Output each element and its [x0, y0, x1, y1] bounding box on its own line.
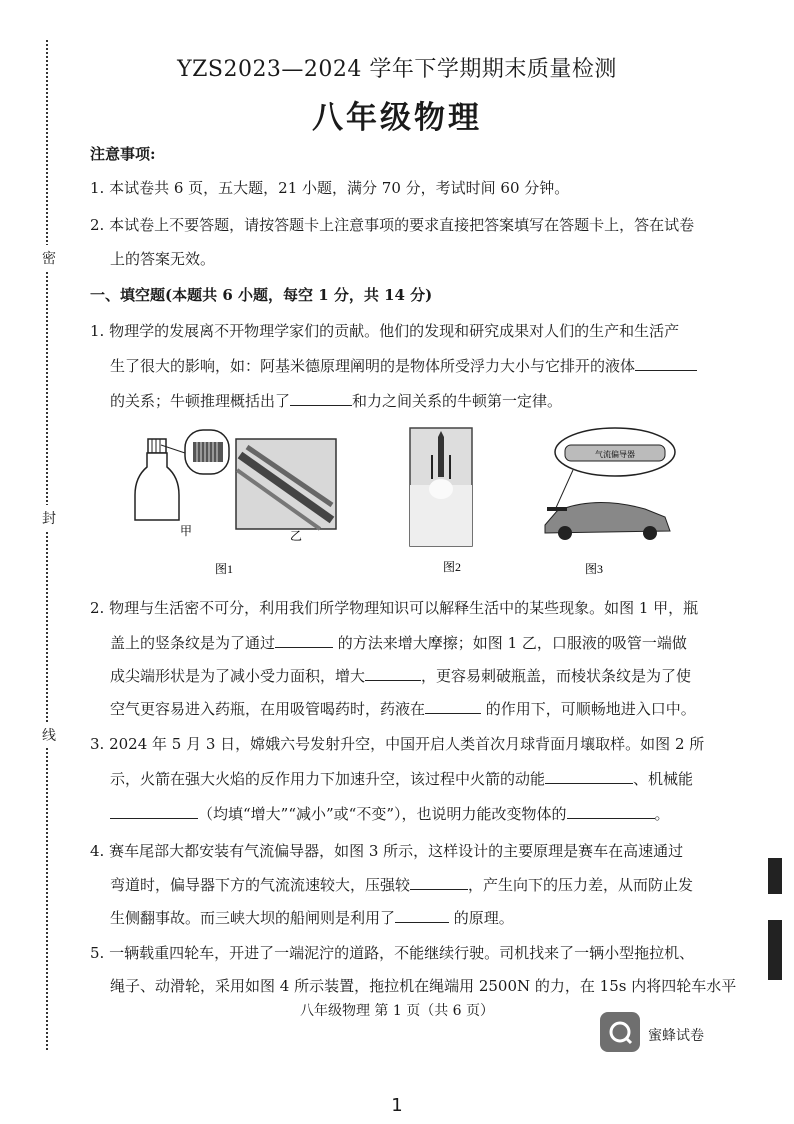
q1-line2-text: 生了很大的影响，如：阿基米德原理阐明的是物体所受浮力大小与它排开的液体 [110, 357, 636, 375]
watermark-text: 蜜蜂试卷 [648, 1028, 704, 1044]
page-number: 1 [391, 1095, 403, 1116]
notes-item-2a: 2. 本试卷上不要答题，请按答题卡上注意事项的要求直接把答案填写在答题卡上，答在试卷 [90, 216, 695, 234]
q2-line2a-text: 盖上的竖条纹是为了通过 [110, 634, 276, 652]
fig3-part-label: 气流偏导器 [595, 450, 635, 459]
rocket-launch-illustration [410, 428, 472, 546]
q1-line3 [110, 390, 562, 411]
watermark-logo-icon [600, 1012, 640, 1052]
q3-line3a-text: （均填“增大”“减小”或“不变”），也说明力能改变物体的 [198, 805, 567, 823]
answer-blank [567, 804, 655, 819]
notes-item-1: 1. 本试卷共 6 页，五大题，21 小题，满分 70 分，考试时间 60 分钟。 [90, 179, 570, 197]
q4-line2a-text: 弯道时，偏导器下方的气流流速较大，压强较 [110, 876, 411, 894]
q3-line3b-text: 。 [654, 805, 670, 823]
scan-mark [768, 920, 782, 980]
race-car-illustration [545, 428, 675, 540]
notes-item-2b: 上的答案无效。 [110, 250, 216, 268]
answer-blank [635, 356, 697, 371]
answer-blank [110, 804, 198, 819]
q4-line1: 4. 赛车尾部大都安装有气流偏导器，如图 3 所示，这样设计的主要原理是赛车在高速通过 [90, 842, 684, 860]
notes-heading: 注意事项: [90, 145, 156, 163]
q3-line1: 3. 2024 年 5 月 3 日，嫦娥六号发射升空，中国开启人类首次月球背面月壤取样。如图 2 所 [90, 735, 705, 753]
q3-line3 [110, 803, 670, 824]
q3-line2b-text: 、机械能 [633, 770, 694, 788]
side-char-mi: 密 [40, 245, 58, 271]
q2-line2 [110, 632, 687, 653]
answer-blank [290, 391, 352, 406]
q2-line4b-text: 的作用下，可顺畅地进入口中。 [485, 700, 696, 718]
fig3-caption: 图3 [585, 562, 604, 576]
q1-line3a-text: 的关系；牛顿推理概括出了 [110, 392, 291, 410]
q4-line2b-text: ，产生向下的压力差，从而防止发 [468, 876, 694, 894]
q2-line3b-text: ，更容易刺破瓶盖，而棱状条纹是为了使 [421, 667, 692, 685]
page-footer: 八年级物理 第 1 页（共 6 页） [299, 1003, 495, 1019]
fig1-caption: 图1 [215, 562, 234, 576]
q2-line4 [110, 698, 696, 719]
q2-line1: 2. 物理与生活密不可分，利用我们所学物理知识可以解释生活中的某些现象。如图 1 甲，瓶 [90, 599, 699, 617]
answer-blank [425, 699, 481, 714]
binding-line [46, 40, 48, 1050]
q2-line3-text: 成尖端形状是为了减小受力面积，增大 [110, 667, 366, 685]
bottle-illustration [135, 430, 229, 520]
q2-line4a-text: 空气更容易进入药瓶，在用吸管喝药时，药液在 [110, 700, 426, 718]
q2-line2b-text: 的方法来增大摩擦；如图 1 乙，口服液的吸管一端做 [337, 634, 687, 652]
exam-title: YZS2023—2024 学年下学期期末质量检测 [177, 57, 617, 82]
answer-blank [410, 875, 468, 890]
q2-line3 [110, 665, 691, 686]
scan-mark [768, 858, 782, 894]
answer-blank [395, 908, 449, 923]
side-char-feng: 封 [40, 505, 58, 531]
q5-line2: 绳子、动滑轮，采用如图 4 所示装置，拖拉机在绳端用 2500N 的力，在 15s 内将四轮车水平 [110, 977, 737, 995]
fig1-b-label: 乙 [290, 529, 303, 543]
subject-title: 八年级物理 [312, 100, 482, 136]
q3-line2a-text: 示，火箭在强大火焰的反作用力下加速升空，该过程中火箭的动能 [110, 770, 546, 788]
answer-blank [275, 633, 333, 648]
answer-blank [365, 666, 421, 681]
q4-line3 [110, 907, 514, 928]
q4-line3a-text: 生侧翻事故。而三峡大坝的船闸则是利用了 [110, 909, 396, 927]
q3-line2 [110, 768, 693, 789]
side-char-xian: 线 [40, 722, 58, 748]
fig2-caption: 图2 [443, 560, 462, 574]
q1-line3b-text: 和力之间关系的牛顿第一定律。 [352, 392, 563, 410]
q4-line2 [110, 874, 693, 895]
q1-line1: 1. 物理学的发展离不开物理学家们的贡献。他们的发现和研究成果对人们的生产和生活产 [90, 322, 680, 340]
straw-illustration [236, 439, 336, 529]
section-heading: 一、填空题(本题共 6 小题，每空 1 分，共 14 分) [90, 286, 433, 304]
figures-panel [125, 425, 685, 580]
q5-line1: 5. 一辆载重四轮车，开进了一端泥泞的道路，不能继续行驶。司机找来了一辆小型拖拉机、 [90, 944, 695, 962]
fig1-a-label: 甲 [180, 524, 193, 538]
answer-blank [545, 769, 633, 784]
q4-line3b-text: 的原理。 [453, 909, 514, 927]
q1-line2 [110, 355, 697, 376]
